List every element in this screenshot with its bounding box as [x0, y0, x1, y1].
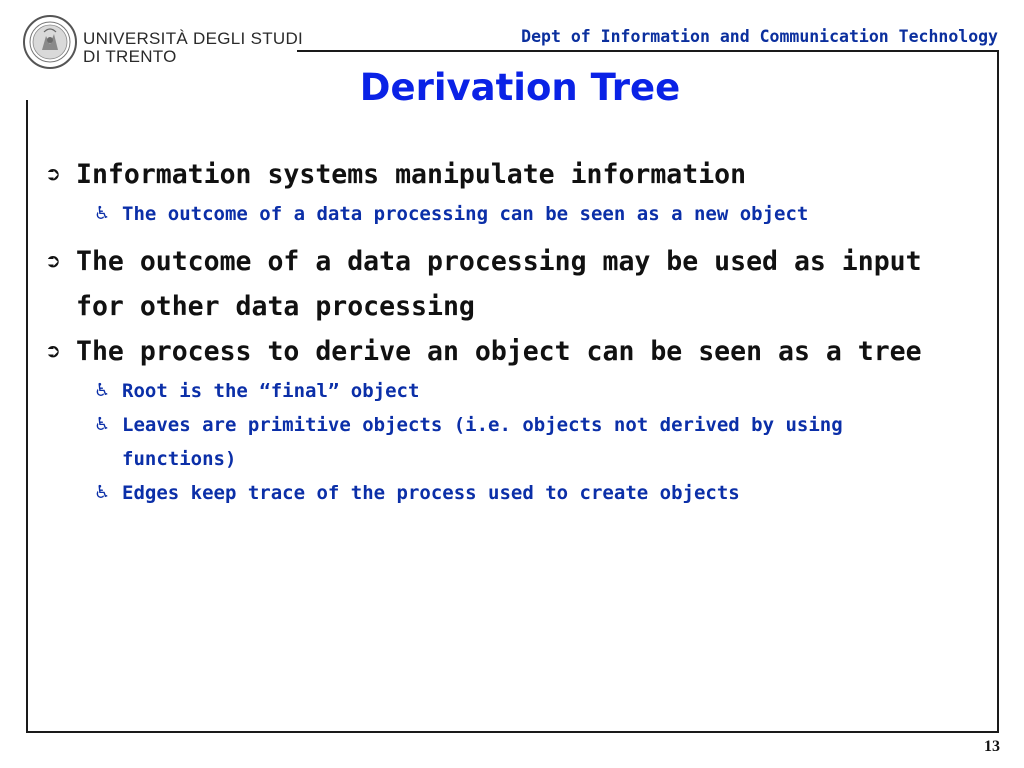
sub-bullet-text: Leaves are primitive objects (i.e. objects not derived by using functions) [122, 414, 843, 470]
sub-bullet-text: The outcome of a data processing can be seen as a new object [122, 203, 809, 225]
sub-bullet-icon: ♿ [94, 203, 111, 224]
sub-bullet-text: Edges keep trace of the process used to create objects [122, 482, 740, 504]
department-name: Dept of Information and Communication Technology [521, 27, 998, 46]
sub-bullet-icon: ♿ [94, 482, 111, 503]
bullet-text: Information systems manipulate information [76, 159, 747, 190]
bullet-arrow-icon: ➲ [45, 340, 61, 362]
university-name-line1: UNIVERSITÀ DEGLI STUDI [83, 29, 304, 48]
sub-bullet [94, 476, 925, 510]
slide-frame-left-edge [26, 100, 28, 733]
sub-bullet [94, 408, 925, 476]
bullet-arrow-icon: ➲ [45, 250, 61, 272]
sub-bullet-icon: ♿ [94, 380, 111, 401]
university-name-line2: DI TRENTO [83, 47, 177, 66]
bullet [45, 239, 925, 329]
sub-bullet-icon: ♿ [94, 414, 111, 435]
slide-content [45, 152, 925, 510]
bullet [45, 152, 925, 197]
university-name [83, 29, 304, 66]
sub-bullet-text: Root is the “final” object [122, 380, 420, 402]
bullet [45, 329, 925, 374]
sub-bullet [94, 374, 925, 408]
university-seal-icon [22, 14, 78, 70]
bullet-text: The outcome of a data processing may be used as input for other data processing [76, 246, 922, 322]
bullet-arrow-icon: ➲ [45, 163, 61, 185]
slide-title: Derivation Tree [359, 66, 681, 109]
page-number: 13 [984, 738, 1000, 755]
sub-bullet [94, 197, 925, 231]
bullet-text: The process to derive an object can be seen as a tree [76, 336, 922, 367]
